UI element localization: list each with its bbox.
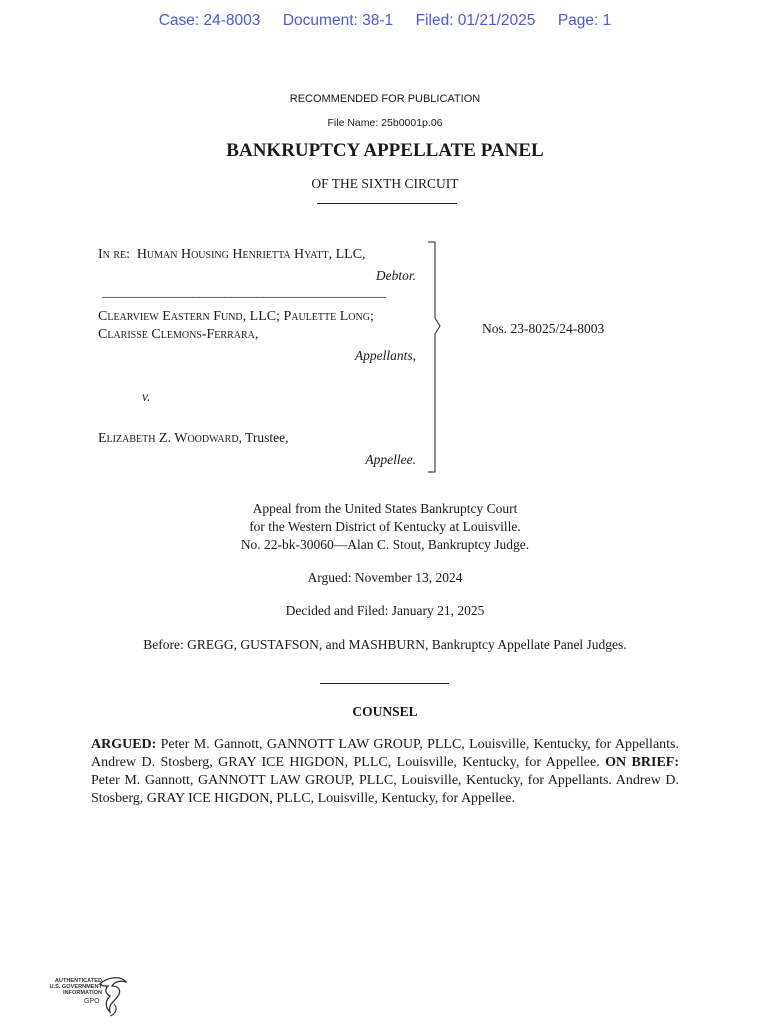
appeal-line-2: for the Western District of Kentucky at Louisville. xyxy=(249,519,521,534)
appellee-role: Appellee. xyxy=(365,452,416,467)
title-rule xyxy=(317,203,457,204)
logo-gpo-mark: GPO xyxy=(84,998,100,1005)
in-re-label: In re: xyxy=(98,247,131,262)
appeal-line-3: No. 22-bk-30060—Alan C. Stout, Bankruptcy Judge. xyxy=(240,537,530,552)
argued-date: Argued: November 13, 2024 xyxy=(307,570,463,585)
counsel-rule xyxy=(320,683,449,684)
appellants-line-1: Clearview Eastern Fund, LLC; Paulette Long; xyxy=(98,309,374,324)
brief-counsel: Peter M. Gannott, GANNOTT LAW GROUP, PLLC, Louisville, Kentucky, for Appellants. Andrew D. Stosberg, GRAY ICE HIGDON, PLLC, Louisville, Kentucky, for Appellee. xyxy=(91,773,679,807)
caption-bracket xyxy=(418,238,442,476)
argued-counsel: Peter M. Gannott, GANNOTT LAW GROUP, PLLC, Louisville, Kentucky, for Appellants. Andrew D. Stosberg, GRAY ICE HIGDON, PLLC, Louisville, Kentucky, for Appellee. xyxy=(91,737,679,771)
case-number: Case: 24-8003 xyxy=(158,12,261,29)
appeal-line-1: Appeal from the United States Bankruptcy Court xyxy=(252,501,518,516)
eagle-icon xyxy=(96,974,130,1018)
appellee-suffix: , Trustee, xyxy=(238,430,289,445)
gpo-authentication-logo xyxy=(44,974,130,1018)
on-brief-label: ON BRIEF: xyxy=(605,755,679,771)
logo-line-2: U.S. GOVERNMENT xyxy=(49,984,102,990)
file-name: File Name: 25b0001p.06 xyxy=(327,117,443,129)
publication-note: RECOMMENDED FOR PUBLICATION xyxy=(289,93,481,105)
panel-judges: Before: GREGG, GUSTAFSON, and MASHBURN, Bankruptcy Appellate Panel Judges. xyxy=(143,637,627,652)
in-re-line xyxy=(98,246,366,263)
logo-line-3: INFORMATION xyxy=(62,990,102,996)
decided-date: Decided and Filed: January 21, 2025 xyxy=(285,603,485,618)
debtor-role: Debtor. xyxy=(375,268,416,283)
counsel-heading: COUNSEL xyxy=(352,704,418,719)
argued-label: ARGUED: xyxy=(91,737,157,752)
case-numbers: Nos. 23-8025/24-8003 xyxy=(482,321,605,336)
appellants-role: Appellants, xyxy=(354,348,416,363)
appellee-line xyxy=(98,430,288,447)
court-subtitle: OF THE SIXTH CIRCUIT xyxy=(311,176,459,191)
filed-date: Filed: 01/21/2025 xyxy=(415,12,536,29)
appellee-name: Elizabeth Z. Woodward xyxy=(98,431,239,446)
counsel-paragraph xyxy=(91,736,679,808)
caption-separator: ____________________________________________ xyxy=(102,284,386,299)
case-header-bar xyxy=(0,12,770,30)
appellants-line-2: Clarisse Clemons-Ferrara, xyxy=(98,327,259,342)
logo-line-1: AUTHENTICATED xyxy=(54,978,102,984)
versus: v. xyxy=(142,389,151,404)
page-number: Page: 1 xyxy=(557,12,612,29)
document-number: Document: 38-1 xyxy=(282,12,394,29)
debtor-name: Human Housing Henrietta Hyatt, LLC, xyxy=(136,247,366,262)
court-title: BANKRUPTCY APPELLATE PANEL xyxy=(226,140,544,161)
